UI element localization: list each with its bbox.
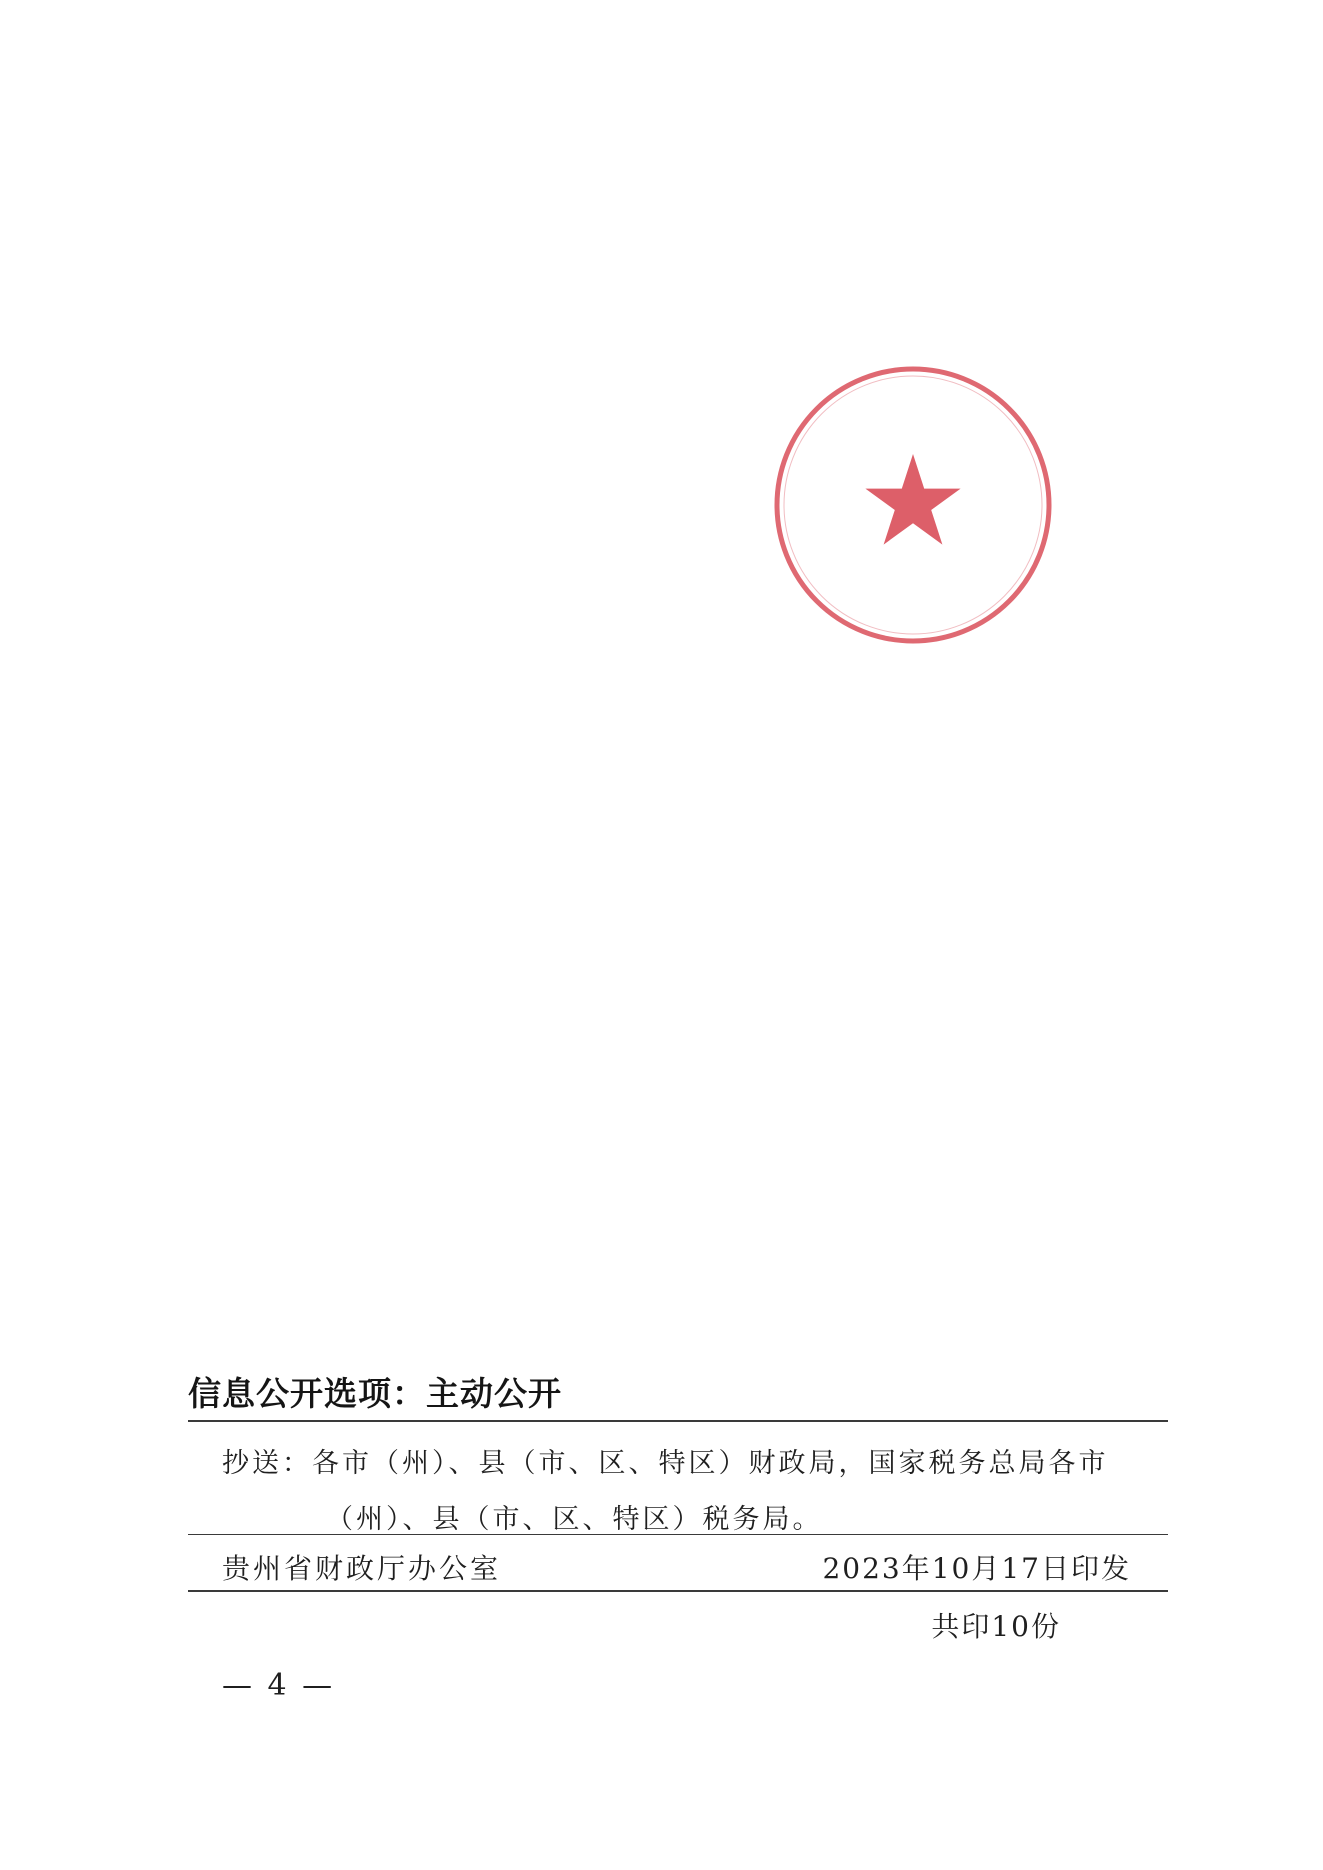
info-disclosure-option: 信息公开选项：主动公开 bbox=[188, 1374, 562, 1413]
print-copies: 共印10份 bbox=[931, 1610, 1061, 1643]
divider-bottom bbox=[188, 1590, 1168, 1592]
issuing-office: 贵州省财政厅办公室 bbox=[222, 1552, 502, 1585]
official-seal bbox=[768, 360, 1058, 650]
page-number: — 4 — bbox=[222, 1668, 336, 1703]
cc-line-1: 抄送：各市（州）、县（市、区、特区）财政局，国家税务总局各市 bbox=[222, 1448, 1109, 1479]
issue-date: 2023年10月17日印发 bbox=[822, 1552, 1131, 1585]
cc-line-2: （州）、县（市、区、特区）税务局。 bbox=[326, 1504, 823, 1535]
divider-top bbox=[188, 1420, 1168, 1422]
cc-recipients bbox=[222, 1436, 1142, 1548]
divider-middle bbox=[188, 1534, 1168, 1535]
seal-star bbox=[865, 454, 960, 545]
